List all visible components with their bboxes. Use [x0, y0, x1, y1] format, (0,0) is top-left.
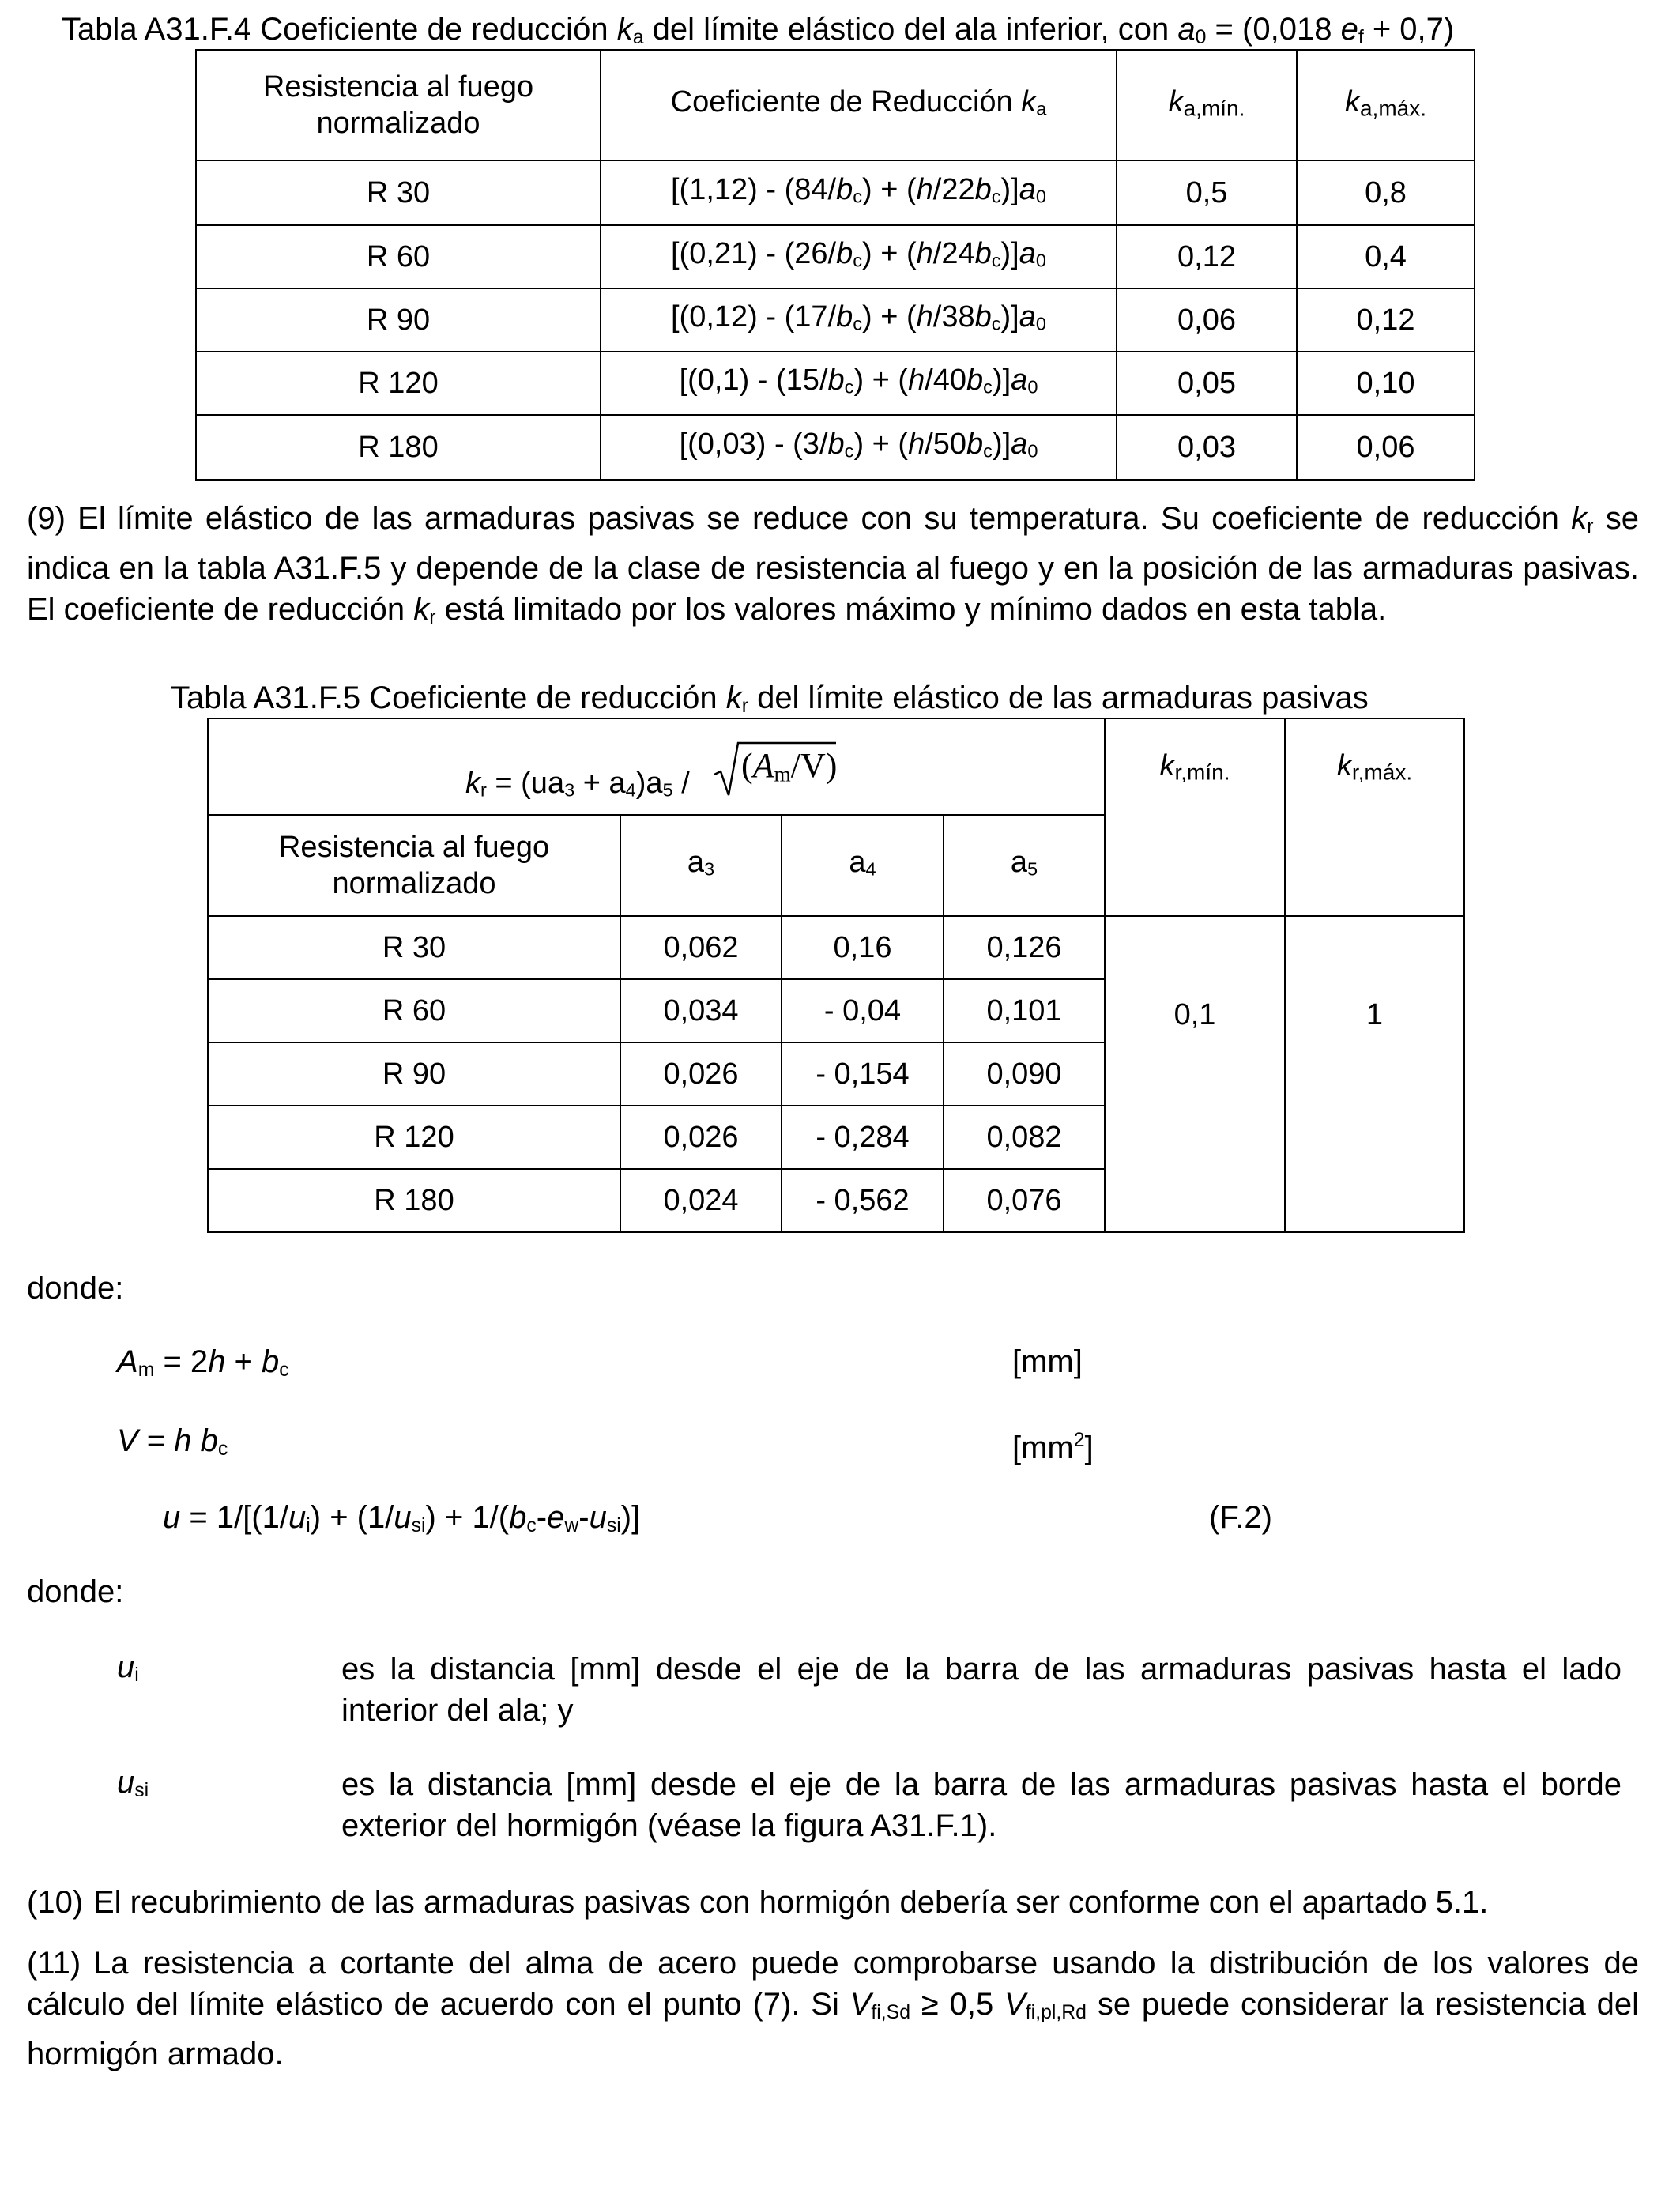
table4-kmax: 0,8 [1297, 160, 1475, 225]
table4-formula: $[(0,21) - (26/b_c) + (h/24b_c)]a_0$ [601, 225, 1117, 288]
table-row [196, 160, 1475, 225]
table-row [208, 916, 1464, 979]
table4-formula: $[(1,12) - (84/b_c) + (h/22b_c)]a_0$ [601, 160, 1117, 225]
table4-formula: $[(0,03) - (3/b_c) + (h/50b_c)]a_0$ [601, 415, 1117, 480]
table5-formula-row [208, 718, 1464, 815]
table4-header-resistencia: Resistencia al fuego normalizado [196, 50, 601, 160]
table4-header-coef: Coeficiente de Reducción $k_a$ [601, 50, 1117, 160]
table4-kmin: 0,05 [1117, 352, 1297, 415]
table4-kmin: 0,03 [1117, 415, 1297, 480]
table5-a4: - 0,562 [782, 1169, 944, 1232]
table4-header-kmax: ka,máx. [1297, 50, 1475, 160]
table5-a5: 0,090 [944, 1042, 1105, 1106]
table5-a4: - 0,154 [782, 1042, 944, 1106]
equation-number: (F.2) [1209, 1500, 1272, 1535]
table5-r: R 120 [208, 1106, 620, 1169]
table5-header-kmin: kr,mín. [1105, 718, 1285, 916]
table4-header-row [196, 50, 1475, 160]
table4-kmax: 0,12 [1297, 288, 1475, 352]
table5-a4: - 0,04 [782, 979, 944, 1042]
table4-r: R 30 [196, 160, 601, 225]
table5-r: R 60 [208, 979, 620, 1042]
v-formula: V = h bc [117, 1423, 228, 1460]
table4-r: R 60 [196, 225, 601, 288]
table5-a5: 0,076 [944, 1169, 1105, 1232]
table4-kmax: 0,06 [1297, 415, 1475, 480]
u-formula: u = 1/[(1/ui) + (1/usi) + 1/(bc-ew-usi)] [163, 1500, 641, 1536]
paragraph-9: (9) El límite elástico de las armaduras pasivas se reduce con su temperatura. Su coeficiente de reducción kr se indica en la tabla A31.F.5 y depende de la clase de resistencia al fuego y en la posición de las armaduras pasivas. El coeficiente de reducción kr está limitado por los valores máximo y mínimo dados en esta tabla. [27, 501, 1640, 628]
table5-formula [208, 718, 1105, 815]
table5-sqrt-content: $(A_m/V)$ [741, 746, 838, 786]
table-row [196, 352, 1475, 415]
table5-kmax: 1 [1285, 916, 1464, 1232]
table5 [207, 718, 1465, 1233]
donde-label-2: donde: [27, 1574, 124, 1609]
table5-header-resistencia: Resistencia al fuego normalizado [208, 815, 620, 916]
table4-r: R 180 [196, 415, 601, 480]
v-unit: $[mm^2]$ [1012, 1430, 1094, 1465]
usi-definition: es la distancia [mm] desde el eje de la barra de las armaduras pasivas hasta el borde exterior del hormigón (véase la figura A31.F.1). [341, 1767, 1622, 1843]
table4-kmin: 0,12 [1117, 225, 1297, 288]
table5-a4: - 0,284 [782, 1106, 944, 1169]
table-row [196, 415, 1475, 480]
table5-caption: Tabla A31.F.5 Coeficiente de reducción kr del límite elástico de las armaduras pasivas [171, 680, 1369, 717]
table4-kmin: 0,5 [1117, 160, 1297, 225]
table5-a3: 0,024 [620, 1169, 782, 1232]
table4-formula: $[(0,12) - (17/b_c) + (h/38b_c)]a_0$ [601, 288, 1117, 352]
table5-a3: 0,026 [620, 1042, 782, 1106]
table5-header-kmax: kr,máx. [1285, 718, 1464, 916]
table4-caption: Tabla A31.F.4 Coeficiente de reducción ka del límite elástico del ala inferior, con a0 = (0,018 ef + 0,7) [62, 12, 1455, 48]
table4-r: R 90 [196, 288, 601, 352]
table5-a3: 0,062 [620, 916, 782, 979]
table4-kmin: 0,06 [1117, 288, 1297, 352]
usi-symbol: usi [117, 1765, 149, 1801]
table5-a4: 0,16 [782, 916, 944, 979]
table4 [195, 49, 1475, 481]
table4-kmax: 0,10 [1297, 352, 1475, 415]
table5-a5: 0,082 [944, 1106, 1105, 1169]
table-row [196, 288, 1475, 352]
table5-r: R 180 [208, 1169, 620, 1232]
table5-header-a5: $a_5$ [944, 815, 1105, 916]
table5-kmin: 0,1 [1105, 916, 1285, 1232]
table4-formula: $[(0,1) - (15/b_c) + (h/40b_c)]a_0$ [601, 352, 1117, 415]
am-formula: Am = 2h + bc [117, 1344, 289, 1381]
donde-label-1: donde: [27, 1271, 124, 1306]
table5-a5: 0,126 [944, 916, 1105, 979]
table5-header-a3: $a_3$ [620, 815, 782, 916]
table4-kmax: 0,4 [1297, 225, 1475, 288]
table4-r: R 120 [196, 352, 601, 415]
table5-header-a4: $a_4$ [782, 815, 944, 916]
ui-definition: es la distancia [mm] desde el eje de la barra de las armaduras pasivas hasta el lado interior del ala; y [341, 1652, 1622, 1728]
ui-symbol: ui [117, 1649, 139, 1686]
table-row [196, 225, 1475, 288]
table5-a3: 0,034 [620, 979, 782, 1042]
table5-a5: 0,101 [944, 979, 1105, 1042]
table5-formula-text: $k_r = (ua_3 + a_4)a_5$ / [465, 767, 690, 801]
paragraph-11: (11) La resistencia a cortante del alma de acero puede comprobarse usando la distribución de los valores de cálculo del límite elástico de acuerdo con el punto (7). Si Vfi,Sd ≥ 0,5 Vfi,pl,Rd se puede considerar la resistencia del hormigón armado. [27, 1946, 1639, 2071]
am-unit: [mm] [1012, 1344, 1083, 1379]
paragraph-10: (10) El recubrimiento de las armaduras pasivas con hormigón debería ser conforme con el apartado 5.1. [27, 1885, 1489, 1920]
table5-r: R 90 [208, 1042, 620, 1106]
table4-header-kmin: ka,mín. [1117, 50, 1297, 160]
table5-a3: 0,026 [620, 1106, 782, 1169]
table5-r: R 30 [208, 916, 620, 979]
